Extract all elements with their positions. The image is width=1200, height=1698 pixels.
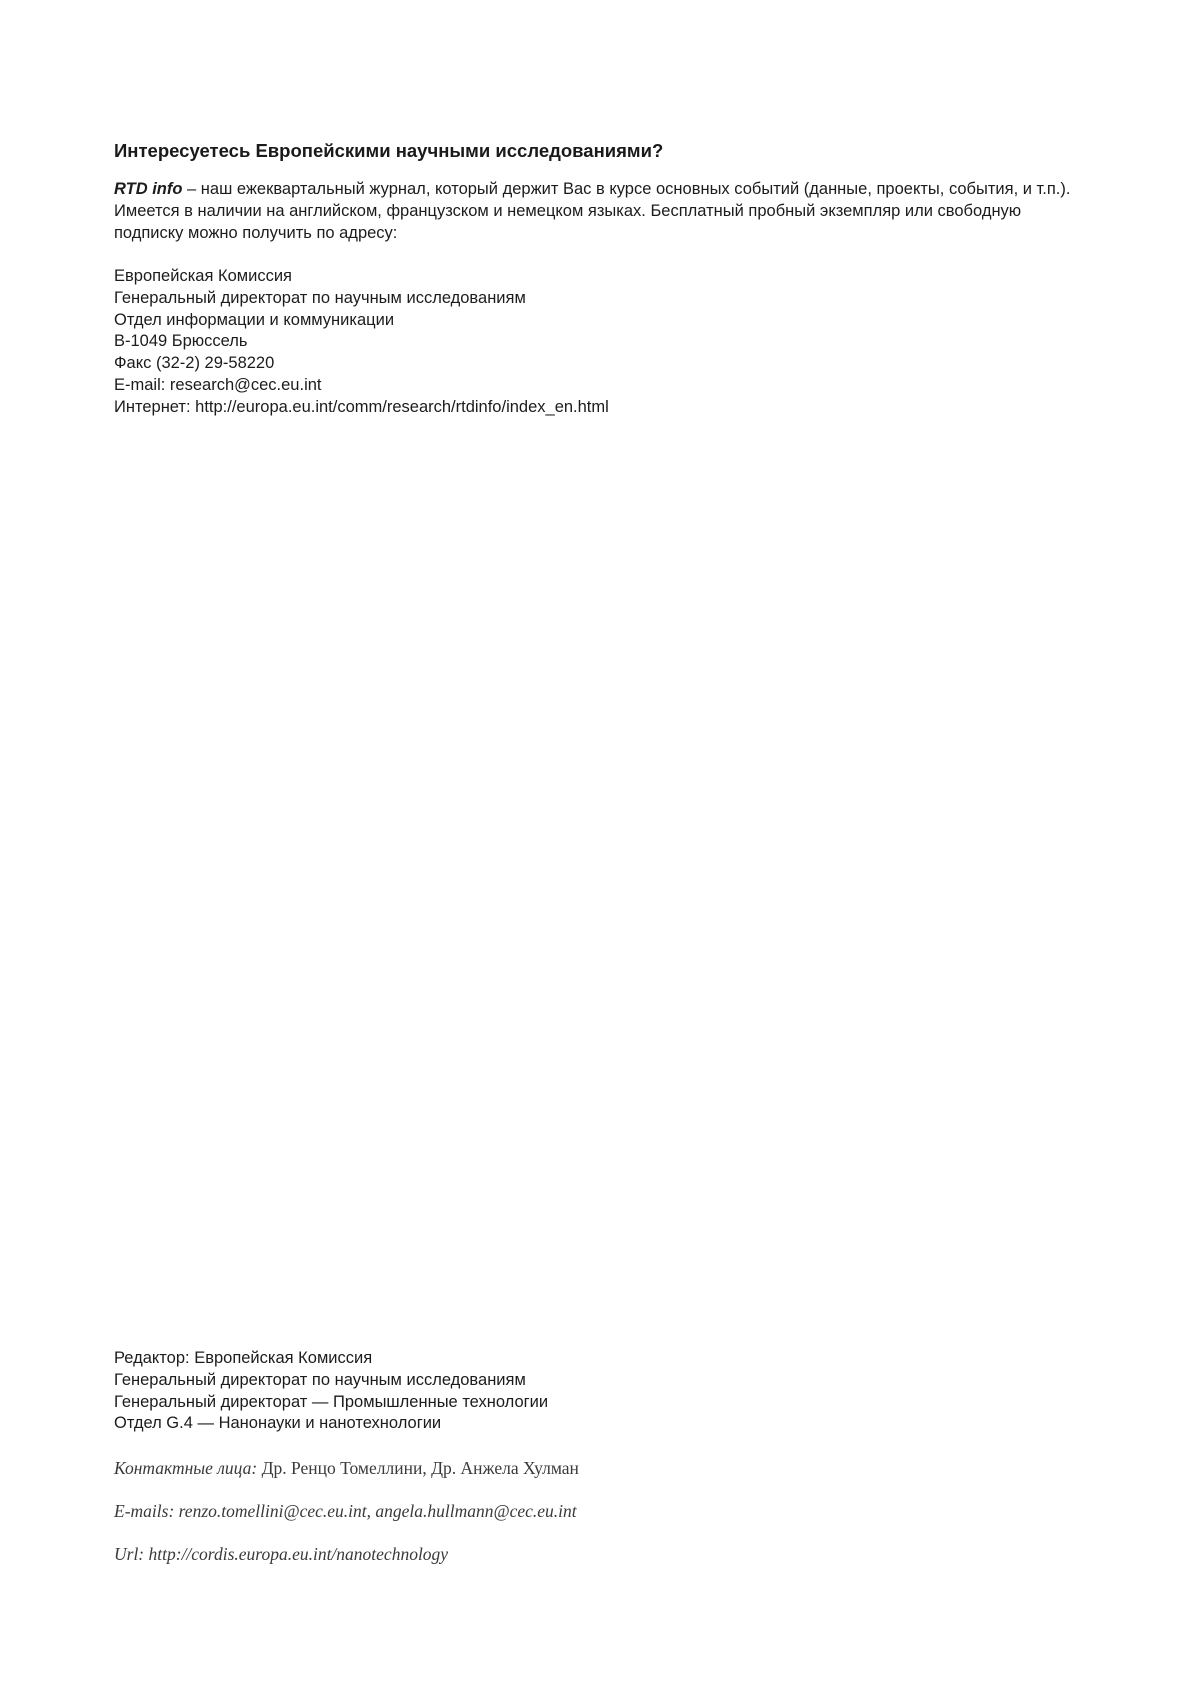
rtd-info-brand: RTD info [114, 180, 183, 198]
email-line: E-mail: research@cec.eu.int [114, 375, 322, 394]
contacts-line [114, 1457, 1074, 1479]
rtd-info-section [114, 138, 1074, 419]
address-block [114, 266, 1074, 419]
editor-line: Отдел G.4 — Нанонауки и нанотехнологии [114, 1414, 442, 1433]
editor-line: Генеральный директорат — Промышленные технологии [114, 1392, 549, 1411]
editor-block [114, 1348, 1074, 1435]
address-line: B-1049 Брюссель [114, 332, 248, 351]
contacts-value: Др. Ренцо Томеллини, Др. Анжела Хулман [257, 1458, 579, 1479]
emails-line: E-mails: renzo.tomellini@cec.eu.int, angela.hullmann@cec.eu.int [114, 1501, 577, 1522]
address-line: Отдел информации и коммуникации [114, 310, 395, 329]
internet-line: Интернет: http://europa.eu.int/comm/research/rtdinfo/index_en.html [114, 397, 609, 416]
page-heading: Интересуетесь Европейскими научными исследованиями? [114, 140, 664, 161]
intro-text: – наш ежеквартальный журнал, который держит Вас в курсе основных событий (данные, проекты, события, и т.п.). Имеется в наличии на английском, французском и немецком языках. Бесплатный пробный экземпляр или свободную подписку можно получить по адресу: [114, 180, 1071, 242]
intro-paragraph [114, 178, 1074, 244]
editor-line: Генеральный директорат по научным исследованиям [114, 1370, 526, 1389]
editor-section [114, 1348, 1074, 1565]
editor-line: Редактор: Европейская Комиссия [114, 1349, 373, 1367]
address-line: Генеральный директорат по научным исследованиям [114, 288, 526, 307]
address-line: Европейская Комиссия [114, 267, 292, 285]
url-line: Url: http://cordis.europa.eu.int/nanotechnology [114, 1544, 449, 1565]
fax-line: Факс (32-2) 29-58220 [114, 354, 275, 373]
contacts-label: Контактные лица: [114, 1458, 258, 1479]
